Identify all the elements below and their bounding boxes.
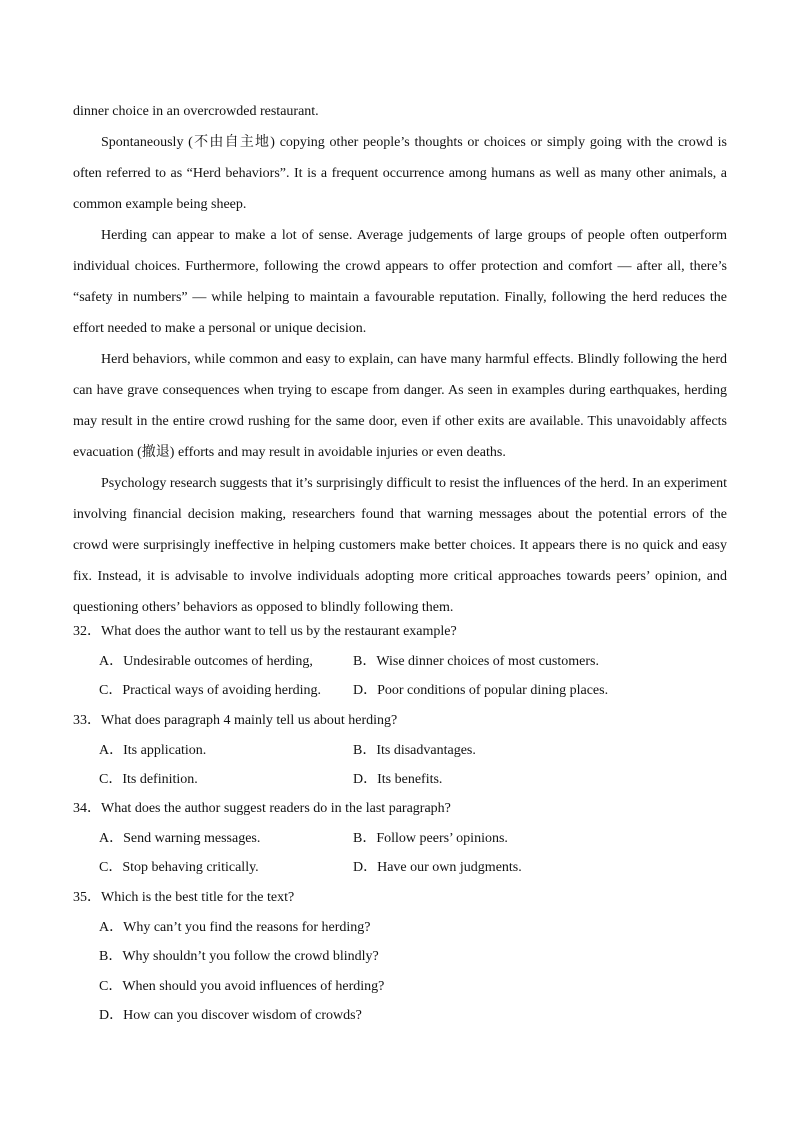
option-row — [73, 736, 727, 766]
option-row — [73, 676, 727, 706]
question-33 — [73, 706, 727, 795]
question-35 — [73, 883, 727, 1031]
option-row — [73, 765, 727, 795]
option-d: D．How can you discover wisdom of crowds? — [99, 1008, 362, 1024]
option-b: B．Why shouldn’t you follow the crowd blindly? — [99, 949, 379, 965]
reading-passage — [73, 96, 727, 623]
option-d: D．Its benefits. — [353, 772, 443, 788]
question-stem: 32．What does the author want to tell us by the restaurant example? — [73, 624, 457, 639]
option-c: C．Its definition. — [99, 772, 198, 788]
question-stem: 34．What does the author suggest readers do in the last paragraph? — [73, 801, 451, 816]
question-stem: 35．Which is the best title for the text? — [73, 890, 295, 905]
option-a: A．Undesirable outcomes of herding, — [99, 653, 313, 669]
option-b: B．Wise dinner choices of most customers. — [353, 653, 599, 669]
question-32 — [73, 617, 727, 706]
option-d: D．Poor conditions of popular dining places. — [353, 683, 609, 699]
option-row — [73, 913, 727, 943]
option-b: B．Follow peers’ opinions. — [353, 830, 508, 846]
passage-paragraph: Psychology research suggests that it’s surprisingly difficult to resist the influences of the herd. In an experiment involving financial decision making, researchers found that warning messages about the potential errors of the crowd were surprisingly ineffective in helping customers make better choices. It appears there is no quick and easy fix. Instead, it is advisable to involve individuals adopting more critical approaches towards peers’ opinion, and questioning others’ behaviors as opposed to blindly following them. — [73, 476, 727, 615]
option-row — [73, 942, 727, 972]
option-b: B．Its disadvantages. — [353, 742, 476, 758]
passage-fragment: dinner choice in an overcrowded restaurant. — [73, 104, 319, 119]
passage-paragraph: Herding can appear to make a lot of sense. Average judgements of large groups of people often outperform individual choices. Furthermore, following the crowd appears to offer protection and comfort — after all, there’s “safety in numbers” — while helping to maintain a favourable reputation. Finally, following the herd reduces the effort needed to make a personal or unique decision. — [73, 228, 727, 336]
option-c: C．Practical ways of avoiding herding. — [99, 683, 322, 699]
option-c: C．Stop behaving critically. — [99, 860, 259, 876]
document-page — [73, 96, 727, 1024]
option-a: A．Its application. — [99, 742, 207, 758]
option-row — [73, 824, 727, 854]
passage-paragraph: Herd behaviors, while common and easy to explain, can have many harmful effects. Blindly following the herd can have grave consequences when trying to escape from danger. As seen in examples during earthquakes, herding may result in the entire crowd rushing for the same door, even if other exits are available. This unavoidably affects evacuation (撤退) efforts and may result in avoidable injuries or even deaths. — [73, 352, 727, 460]
question-34 — [73, 794, 727, 883]
option-a: A．Send warning messages. — [99, 830, 261, 846]
option-a: A．Why can’t you find the reasons for herding? — [99, 919, 371, 935]
option-c: C．When should you avoid influences of herding? — [99, 978, 385, 994]
passage-paragraph: Spontaneously (不由自主地) copying other people’s thoughts or choices or simply going with the crowd is often referred to as “Herd behaviors”. It is a frequent occurrence among humans as well as many other animals, a common example being sheep. — [73, 135, 727, 212]
option-d: D．Have our own judgments. — [353, 860, 522, 876]
option-row — [73, 1001, 727, 1031]
option-row — [73, 647, 727, 677]
question-stem: 33．What does paragraph 4 mainly tell us about herding? — [73, 713, 398, 728]
option-row — [73, 972, 727, 1002]
option-row — [73, 853, 727, 883]
